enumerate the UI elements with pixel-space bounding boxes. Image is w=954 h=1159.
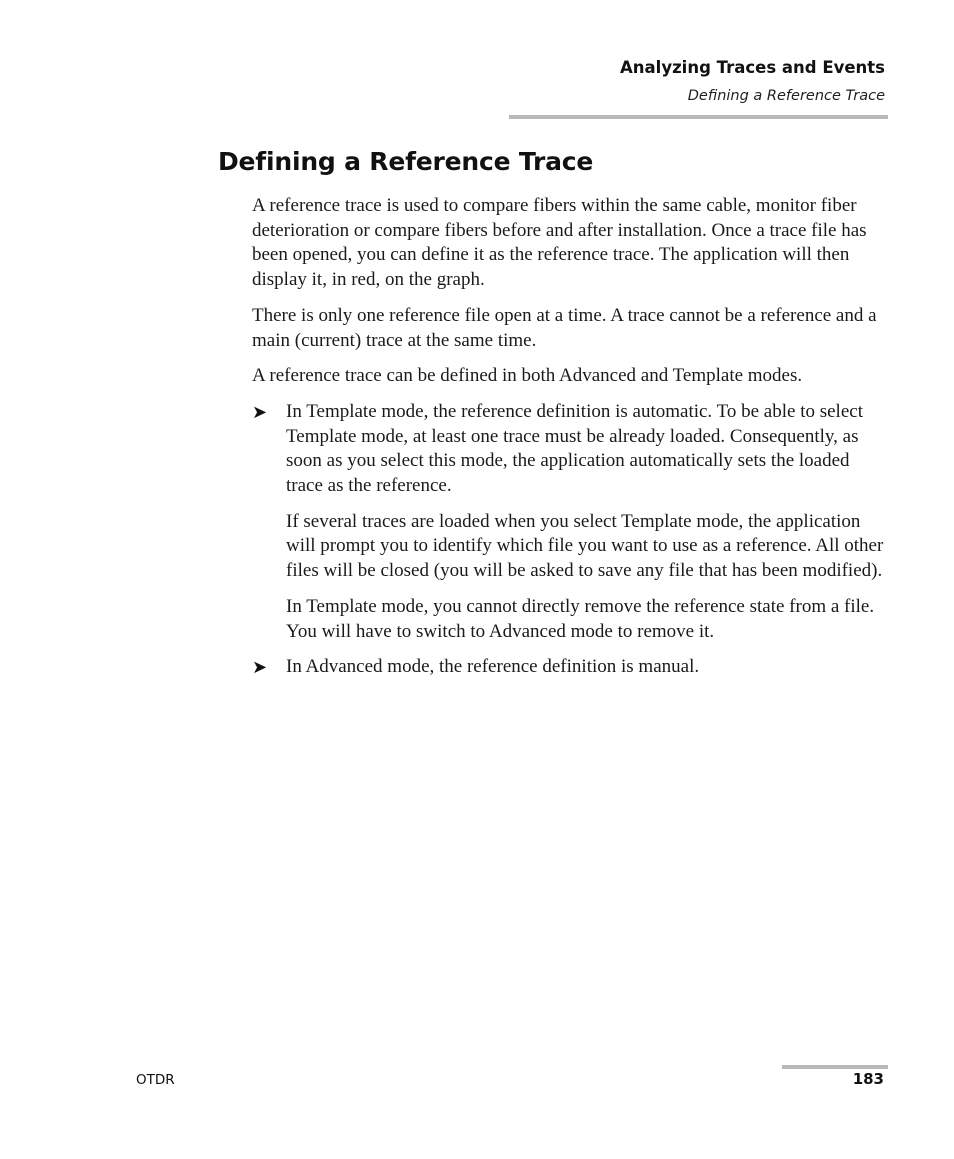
body-content (252, 194, 888, 691)
list-item (252, 400, 888, 644)
page-title: Defining a Reference Trace (218, 147, 594, 176)
body-paragraph: There is only one reference file open at a time. A trace cannot be a reference and a main (current) trace at the same time. (252, 304, 877, 351)
arrow-bullet-icon: ➤ (252, 401, 268, 423)
page-number: 183 (852, 1070, 884, 1088)
running-header (620, 57, 885, 106)
bullet-paragraph: In Template mode, the reference definition is automatic. To be able to select Template mode, at least one trace must be already loaded. Consequently, as soon as you select this mode, the application automatically sets the loaded trace as the reference. (286, 400, 863, 497)
bullet-paragraph: In Advanced mode, the reference definition is manual. (286, 656, 700, 678)
bullet-paragraph: If several traces are loaded when you select Template mode, the application will prompt you to identify which file you want to use as a reference. All other files will be closed (you will be asked to save any file that has been modified). (286, 510, 884, 582)
list-item (252, 655, 888, 680)
bullet-paragraph: In Template mode, you cannot directly remove the reference state from a file. You will have to switch to Advanced mode to remove it. (286, 595, 875, 642)
arrow-bullet-icon: ➤ (252, 657, 268, 679)
body-paragraph: A reference trace can be defined in both Advanced and Template modes. (252, 365, 803, 387)
body-paragraph: A reference trace is used to compare fibers within the same cable, monitor fiber deterioration or compare fibers before and after installation. Once a trace file has been opened, you can define it as the reference trace. The application will then display it, in red, on the graph. (252, 195, 867, 291)
section-subtitle: Defining a Reference Trace (687, 88, 885, 104)
header-divider (509, 115, 888, 119)
chapter-title: Analyzing Traces and Events (620, 58, 885, 77)
footer-product-name: OTDR (136, 1072, 175, 1088)
